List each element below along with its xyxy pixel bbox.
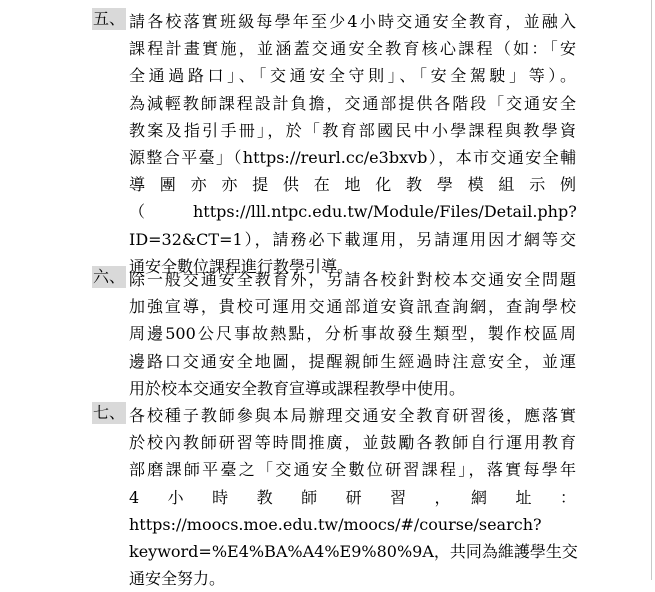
text-line: 導團亦亦提供在地化教學模組示例: [129, 175, 576, 195]
text-line: 通安全數位課程進行教學引導。: [129, 256, 354, 276]
text-line: https://moocs.moe.edu.tw/moocs/#/course/search?: [129, 514, 542, 534]
text-line: 邊路口交通安全地圖，提醒親師生經過時注意安全，並運: [129, 351, 576, 371]
text-line: 4 小 時 教 師 研 習 ， 網 址 ：: [129, 487, 576, 507]
text-line: 源整合平臺」（https://reurl.cc/e3bxvb），本市交通安全輔: [129, 147, 576, 167]
text-line: 課程計畫實施，並涵蓋交通安全教育核心課程（如：「安: [129, 39, 576, 59]
item-marker: 五、: [93, 9, 126, 28]
text-line: 加強宣導，貴校可運用交通部道安資訊查詢網，查詢學校: [129, 297, 576, 317]
text-line: keyword=%E4%BA%A4%E9%80%9A，共同為維護學生交: [129, 541, 578, 561]
item-marker: 六、: [93, 267, 126, 286]
text-line: 通安全努力。: [129, 569, 226, 589]
text-line: 教案及指引手冊」，於「教育部國民中小學課程與教學資: [129, 120, 576, 140]
text-line: 用於校本交通安全教育宣導或課程教學中使用。: [129, 378, 466, 398]
text-line: ID=32&CT=1），請務必下載運用，另請運用因才網等交: [129, 229, 576, 249]
item-marker: 七、: [93, 403, 126, 422]
text-line: 周邊500公尺事故熱點，分析事故發生類型，製作校區周: [129, 324, 576, 344]
item-body: [129, 402, 576, 592]
text-line: 請各校落實班級每學年至少4小時交通安全教育，並融入: [129, 12, 576, 31]
text-line: 除一般交通安全教育外，另請各校針對校本交通安全問題: [129, 270, 576, 289]
text-line: 於校內教師研習等時間推廣，並鼓勵各教師自行運用教育: [129, 433, 576, 453]
text-line: （ https://lll.ntpc.edu.tw/Module/Files/Detail.php?: [129, 202, 577, 222]
text-line: 部磨課師平臺之「交通安全數位研習課程」，落實每學年: [129, 460, 576, 480]
text-line: 全通過路口」、「交通安全守則」、「安全駕駛」等）。: [129, 66, 576, 86]
text-line: 各校種子教師參與本局辦理交通安全教育研習後，應落實: [129, 406, 576, 425]
text-line: 為減輕教師課程設計負擔，交通部提供各階段「交通安全: [129, 93, 576, 113]
item-body: [129, 266, 576, 402]
item-body: [129, 8, 576, 280]
page-edge-divider: [651, 0, 652, 580]
